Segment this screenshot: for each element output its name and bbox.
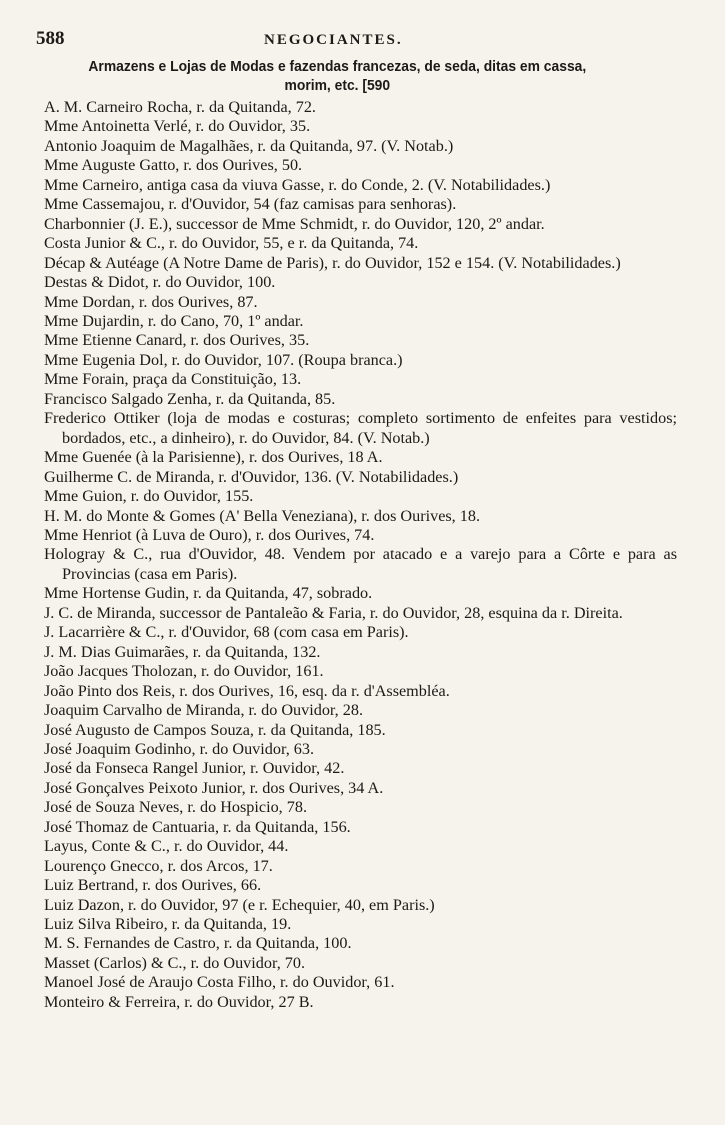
list-item: Hologray & C., rua d'Ouvidor, 48. Vendem por atacado e a varejo para a Côrte e para as Provincias (casa em Paris). xyxy=(44,545,677,583)
list-item: Mme Eugenia Dol, r. do Ouvidor, 107. (Roupa branca.) xyxy=(44,350,403,369)
section-heading-line1: Armazens e Lojas de Modas e fazendas francezas, de seda, ditas em cassa, xyxy=(88,59,587,75)
list-item: Mme Guenée (à la Parisienne), r. dos Ourives, 18 A. xyxy=(44,448,383,467)
list-item: Mme Hortense Gudin, r. da Quitanda, 47, sobrado. xyxy=(44,584,373,603)
list-item: H. M. do Monte & Gomes (A' Bella Veneziana), r. dos Ourives, 18. xyxy=(44,506,481,525)
list-item: Luiz Silva Ribeiro, r. da Quitanda, 19. xyxy=(44,915,292,934)
section-heading xyxy=(30,58,645,96)
list-item: J. C. de Miranda, successor de Pantaleão & Faria, r. do Ouvidor, 28, esquina da r. Direita. xyxy=(44,603,623,622)
page-header xyxy=(36,28,677,54)
list-item: José Augusto de Campos Souza, r. da Quitanda, 185. xyxy=(44,720,386,739)
list-item: Guilherme C. de Miranda, r. d'Ouvidor, 136. (V. Notabilidades.) xyxy=(44,467,459,486)
list-item: José Joaquim Godinho, r. do Ouvidor, 63. xyxy=(44,739,315,758)
list-item: Luiz Bertrand, r. dos Ourives, 66. xyxy=(44,876,262,895)
list-item: Mme Auguste Gatto, r. dos Ourives, 50. xyxy=(44,156,303,175)
list-item: Mme Henriot (à Luva de Ouro), r. dos Ourives, 74. xyxy=(44,525,375,544)
list-item: Francisco Salgado Zenha, r. da Quitanda, 85. xyxy=(44,389,336,408)
list-item: João Jacques Tholozan, r. do Ouvidor, 161. xyxy=(44,662,324,681)
running-title: NEGOCIANTES. xyxy=(264,32,403,48)
list-item: José Gonçalves Peixoto Junior, r. dos Ourives, 34 A. xyxy=(44,778,384,797)
list-item: Masset (Carlos) & C., r. do Ouvidor, 70. xyxy=(44,953,306,972)
list-item: M. S. Fernandes de Castro, r. da Quitanda, 100. xyxy=(44,934,352,953)
list-item: Charbonnier (J. E.), successor de Mme Schmidt, r. do Ouvidor, 120, 2º andar. xyxy=(44,214,545,233)
list-item: Mme Guion, r. do Ouvidor, 155. xyxy=(44,487,254,506)
list-item: José Thomaz de Cantuaria, r. da Quitanda, 156. xyxy=(44,817,351,836)
list-item: Mme Forain, praça da Constituição, 13. xyxy=(44,370,302,389)
list-item: Destas & Didot, r. do Ouvidor, 100. xyxy=(44,273,276,292)
list-item: Manoel José de Araujo Costa Filho, r. do Ouvidor, 61. xyxy=(44,973,395,992)
list-item: J. Lacarrière & C., r. d'Ouvidor, 68 (com casa em Paris). xyxy=(44,623,409,642)
list-item: Décap & Autéage (A Notre Dame de Paris), r. do Ouvidor, 152 e 154. (V. Notabilidades.) xyxy=(44,253,621,272)
list-item: Antonio Joaquim de Magalhães, r. da Quitanda, 97. (V. Notab.) xyxy=(44,136,454,155)
list-item: Mme Cassemajou, r. d'Ouvidor, 54 (faz camisas para senhoras). xyxy=(44,195,457,214)
list-item: Mme Dordan, r. dos Ourives, 87. xyxy=(44,292,258,311)
list-item: Mme Etienne Canard, r. dos Ourives, 35. xyxy=(44,331,310,350)
list-item: Frederico Ottiker (loja de modas e costuras; completo sortimento de enfeites para vestidos; bordados, etc., a dinheiro), r. do Ouvidor, 84. (V. Notab.) xyxy=(44,409,677,447)
list-item: João Pinto dos Reis, r. dos Ourives, 16, esq. da r. d'Assembléa. xyxy=(44,681,450,700)
list-item: Costa Junior & C., r. do Ouvidor, 55, e r. da Quitanda, 74. xyxy=(44,234,419,253)
list-item: Monteiro & Ferreira, r. do Ouvidor, 27 B. xyxy=(44,992,314,1011)
section-heading-line2: morim, etc. [590 xyxy=(284,78,391,94)
list-item: Mme Antoinetta Verlé, r. do Ouvidor, 35. xyxy=(44,117,311,136)
list-item: Layus, Conte & C., r. do Ouvidor, 44. xyxy=(44,837,289,856)
list-item: Joaquim Carvalho de Miranda, r. do Ouvidor, 28. xyxy=(44,701,363,720)
list-item: J. M. Dias Guimarães, r. da Quitanda, 132. xyxy=(44,642,321,661)
merchant-list xyxy=(36,98,677,1012)
list-item: Lourenço Gnecco, r. dos Arcos, 17. xyxy=(44,856,273,875)
list-item: Mme Dujardin, r. do Cano, 70, 1º andar. xyxy=(44,311,304,330)
list-item: Luiz Dazon, r. do Ouvidor, 97 (e r. Echequier, 40, em Paris.) xyxy=(44,895,435,914)
list-item: Mme Carneiro, antiga casa da viuva Gasse, r. do Conde, 2. (V. Notabilidades.) xyxy=(44,175,551,194)
list-item: José de Souza Neves, r. do Hospicio, 78. xyxy=(44,798,308,817)
list-item: A. M. Carneiro Rocha, r. da Quitanda, 72. xyxy=(44,98,316,116)
page-number: 588 xyxy=(36,28,65,49)
list-item: José da Fonseca Rangel Junior, r. Ouvidor, 42. xyxy=(44,759,345,778)
